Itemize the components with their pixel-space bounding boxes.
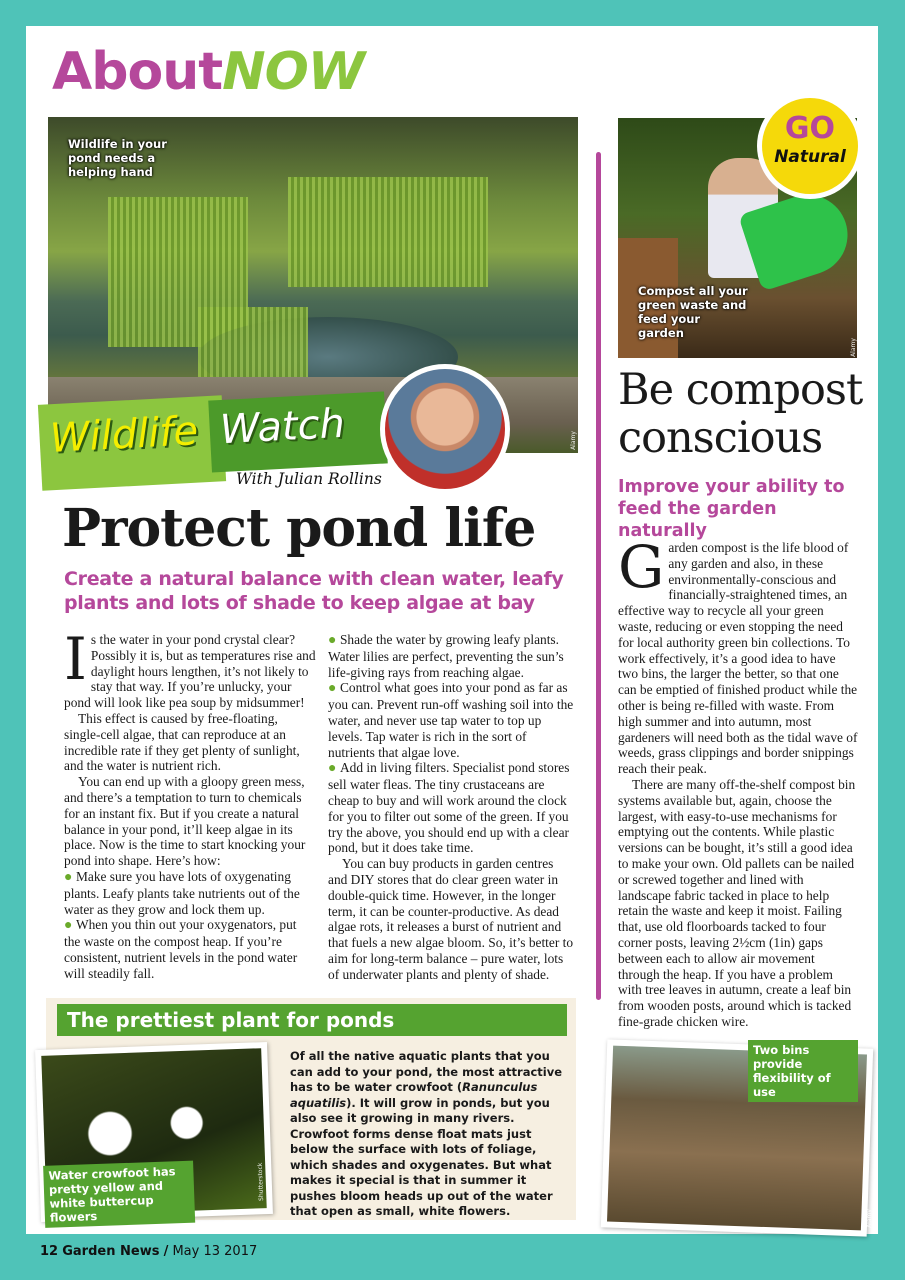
crowfoot-photo-credit: Shutterstock	[256, 1162, 266, 1202]
crowfoot-photo	[35, 1042, 273, 1225]
badge-go: GO	[784, 111, 836, 146]
byline: With Julian Rollins	[236, 470, 382, 488]
bullet-dot-icon: ●	[328, 761, 340, 777]
column-divider	[596, 152, 601, 1000]
watch-word: Watch	[218, 400, 347, 454]
page-number: 12	[40, 1244, 59, 1259]
plant-box-text-a: Of all the native aquatic plants that you can add to your pond, the most attractive has to be water crowfoot (	[290, 1049, 563, 1094]
compost-title: Be compost conscious	[618, 365, 863, 463]
bullet-text: Add in living filters. Specialist pond stores sell water fleas. The tiny crustaceans are cheap to buy and will work around the clock for you to filter out some of the green. If you try the above, you should end up with a clear pond, but it does take time.	[328, 760, 570, 856]
compost-photo-credit: Alamy	[849, 338, 857, 357]
paragraph-text: s the water in your pond crystal clear? Possibly it is, but as temperatures rise and daylight hours lengthen, it’s not likely to stay that way. If you’re unlucky, your pond will look like pea soup by midsummer!	[64, 632, 316, 711]
bullet-item	[64, 869, 316, 917]
issue-date: May 13 2017	[172, 1244, 258, 1259]
drop-cap: I	[64, 625, 87, 693]
compost-subtitle: Improve your ability to feed the garden naturally	[618, 477, 845, 541]
masthead-now: NOW	[222, 42, 365, 102]
go-natural-badge-inner	[762, 98, 858, 194]
standfirst: Create a natural balance with clean water, leafy plants and lots of shade to keep algae at bay	[64, 568, 564, 614]
pond-photo-credit: Alamy	[569, 431, 577, 450]
go-natural-badge	[757, 93, 863, 199]
drop-cap: G	[618, 533, 665, 601]
bullet-text: When you thin out your oxygenators, put the waste on the compost heap. If you’re consistent, nutrient levels in the pond water will steadily fall.	[64, 917, 298, 981]
footer-separator: /	[163, 1244, 169, 1259]
compost-photo-caption: Compost all your green waste and feed your garden	[638, 284, 748, 340]
bullet-item	[328, 632, 576, 680]
bullet-dot-icon: ●	[64, 869, 76, 885]
article-column-2	[328, 632, 576, 983]
bullet-dot-icon: ●	[328, 633, 340, 648]
crowfoot-photo-image	[41, 1048, 266, 1225]
plant-box-text-b: ). It will grow in ponds, but you also see it growing in many rivers. Crowfoot forms dense float mats just below the surface with lots of foliage, which shades and oxygenates. But what makes it special is that in summer it pushes bloom heads up out of the water that open as small, white flowers.	[290, 1095, 553, 1218]
plant-latin-name: Ranunculus aquatilis	[290, 1080, 538, 1110]
bins-photo-credit: Alamy	[865, 1209, 873, 1228]
plant-box-text	[290, 1049, 568, 1220]
pond-photo-caption: Wildlife in your pond needs a helping hand	[68, 137, 167, 179]
bullet-item	[328, 760, 576, 856]
article-column-1	[64, 625, 316, 982]
paragraph	[618, 533, 858, 777]
badge-natural: Natural	[774, 147, 846, 167]
author-photo	[380, 364, 510, 494]
paragraph: You can end up with a gloopy green mess, and there’s a temptation to turn to chemicals for an instant fix. But if you create a natural balance in your pond, it’ll keep algae in its place. Now is the time to start knocking your pond into shape. Here’s how:	[64, 774, 306, 869]
headline: Protect pond life	[62, 498, 536, 559]
publication-name: Garden News	[62, 1244, 160, 1259]
bullet-item	[328, 680, 576, 760]
masthead	[52, 42, 364, 102]
page-footer	[40, 1244, 257, 1259]
masthead-about: About	[52, 42, 223, 102]
bullet-text: Make sure you have lots of oxygenating plants. Leafy plants take nutrients out of the water as they grow and lock them up.	[64, 868, 300, 917]
bins-photo-caption: Two bins provide flexibility of use	[748, 1040, 858, 1102]
paragraph: This effect is caused by free-floating, single-cell algae, that can reproduce at an incredible rate if they get plenty of sunlight, and the water is nutrient rich.	[64, 710, 300, 774]
bullet-dot-icon: ●	[64, 918, 76, 934]
author-face	[385, 369, 505, 489]
paragraph	[64, 625, 316, 711]
bullet-text: Shade the water by growing leafy plants. Water lilies are perfect, preventing the sun’s life-giving rays from reaching algae.	[328, 632, 564, 680]
wildlife-word: Wildlife	[48, 408, 200, 462]
plant-box-title: The prettiest plant for ponds	[57, 1004, 567, 1036]
crowfoot-photo-caption: Water crowfoot has pretty yellow and white buttercup flowers	[43, 1161, 195, 1228]
compost-column	[618, 533, 858, 1030]
reeds-right	[288, 177, 488, 287]
bullet-item	[64, 917, 316, 981]
paragraph-text: arden compost is the life blood of any garden and also, in these environmentally-conscious and financially-straightened times, an effective way to recycle all your green waste, reducing or even stopping the need for local authority green bin collections. To work effectively, it’s a good idea to have two bins, the larger the better, so that one can be emptied of finished product while the other is being re-filled with waste. From high summer and into autumn, most gardeners will need both as the tidal wave of weeds, grass clippings and border snippings reach their peak.	[618, 540, 858, 777]
paragraph: You can buy products in garden centres and DIY stores that do clear green water in double-quick time. However, in the longer term, it can be counter-productive. As dead algae rots, it releases a burst of nutrient and that fuels a new algae bloom. So, it’s better to aim for long-term balance – pure water, lots of underwater plants and plenty of shade.	[328, 856, 574, 982]
paragraph: There are many off-the-shelf compost bin systems available but, again, choose the largest, with easy-to-use mechanisms for emptying out the contents. While plastic versions can be bought, it’s still a good idea to make your own. Old pallets can be nailed or screwed together and lined with landscape fabric tacked in place to help retain the waste and keep it moist. Failing that, use old floorboards tacked to four corner posts, leaving 2½cm (1in) gaps between each to allow air movement through the heap. If you have a problem with tree leaves in autumn, create a leaf bin from wooden posts, around which is tacked fine-grade chicken wire.	[618, 776, 856, 1029]
bullet-text: Control what goes into your pond as far as you can. Prevent run-off washing soil into the water, and never use tap water to top up levels. Tap water is rich in the sort of nutrients that algae love.	[328, 680, 574, 760]
bullet-dot-icon: ●	[328, 681, 340, 697]
